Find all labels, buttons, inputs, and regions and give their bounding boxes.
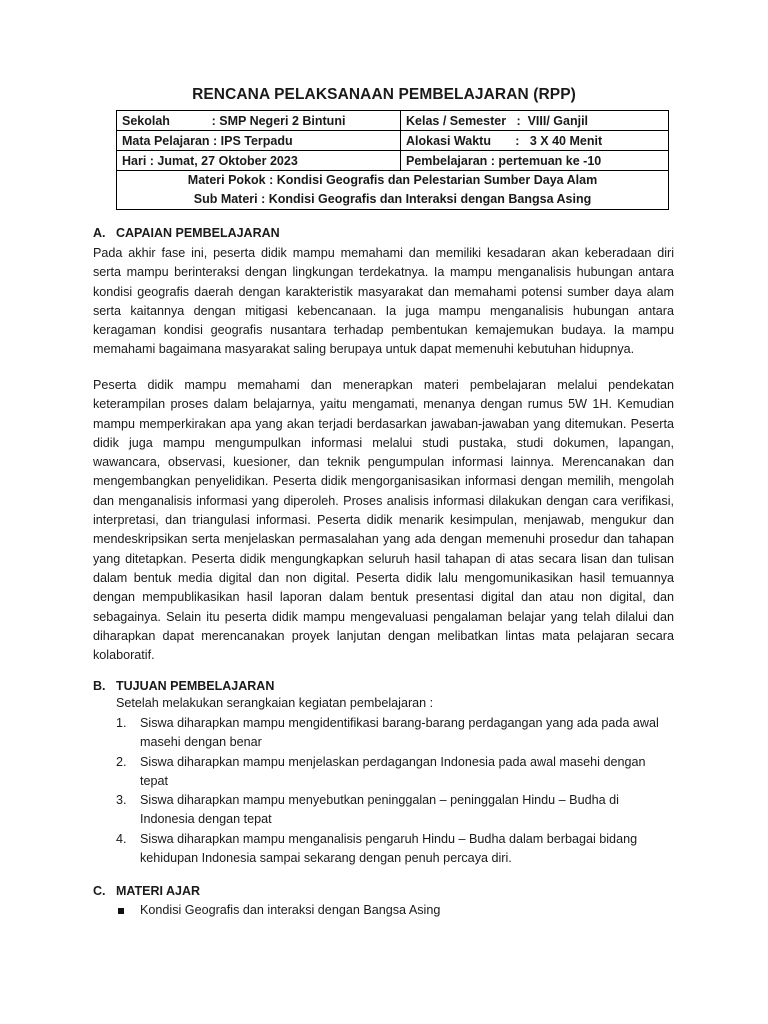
section-letter: A.	[93, 226, 106, 240]
square-bullet-icon	[118, 908, 124, 914]
info-row	[117, 131, 669, 151]
class-semester-text: Kelas / Semester : VIII/ Ganjil	[406, 113, 589, 128]
section-a-heading	[93, 226, 280, 240]
time-allocation-cell	[401, 131, 669, 151]
item-text: Kondisi Geografis dan interaksi dengan Bangsa Asing	[140, 903, 441, 917]
section-title: TUJUAN PEMBELAJARAN	[116, 679, 275, 693]
tujuan-list	[116, 714, 676, 868]
item-number: 4.	[116, 831, 127, 846]
item-number: 2.	[116, 754, 127, 769]
date-cell	[117, 151, 401, 171]
list-item	[116, 903, 440, 917]
document-title: RENCANA PELAKSANAAN PEMBELAJARAN (RPP)	[192, 86, 576, 103]
list-item	[116, 830, 676, 869]
info-table	[116, 110, 669, 210]
info-row	[117, 171, 669, 210]
meeting-text: Pembelajaran : pertemuan ke -10	[406, 153, 602, 168]
time-allocation-text: Alokasi Waktu : 3 X 40 Menit	[406, 133, 603, 148]
section-title: CAPAIAN PEMBELAJARAN	[116, 226, 280, 240]
materi-pokok: Materi Pokok : Kondisi Geografis dan Pelestarian Sumber Daya Alam	[187, 173, 598, 187]
school-text: Sekolah : SMP Negeri 2 Bintuni	[122, 113, 346, 128]
meeting-cell	[401, 151, 669, 171]
capaian-paragraph-1: Pada akhir fase ini, peserta didik mampu memahami dan memiliki kesadaran akan keberadaan diri serta mampu berinteraksi dengan lingkungan terdekatnya. Ia mampu menganalisis hubungan antara kondisi geografis daerah dengan karakteristik masyarakat dan memahami potensi sumber daya alam serta kaitannya dengan mitigasi kebencanaan. Ia juga mampu menganalisis hubungan antara keragaman kondisi geografis nusantara terhadap pembentukan kemajemukan budaya. Ia mampu memahami bagaimana masyarakat saling berupaya untuk dapat memenuhi kebutuhan hidupnya.	[93, 246, 674, 357]
item-text: Siswa diharapkan mampu menyebutkan peninggalan – peninggalan Hindu – Budha di Indonesia dengan tepat	[140, 793, 619, 827]
section-letter: C.	[93, 884, 106, 898]
info-row	[117, 111, 669, 131]
date-text: Hari : Jumat, 27 Oktober 2023	[122, 153, 298, 168]
list-item	[116, 714, 676, 753]
materi-list	[116, 903, 440, 917]
tujuan-intro: Setelah melakukan serangkaian kegiatan pembelajaran :	[116, 696, 434, 710]
item-number: 1.	[116, 716, 127, 730]
materi-cell	[117, 171, 669, 210]
capaian-paragraph-2: Peserta didik mampu memahami dan menerapkan materi pembelajaran melalui pendekatan keterampilan proses dalam belajarnya, yaitu mengamati, menanya dengan rumus 5W 1H. Kemudian mampu memperkirakan apa yang akan terjadi berdasarkan jawaban-jawaban yang ditemukan. Peserta didik juga mampu mengumpulkan informasi melalui studi pustaka, studi dokumen, lapangan, wawancara, observasi, kuesioner, dan teknik pengumpulan informasi lainnya. Merencanakan dan mengembangkan penyelidikan. Peserta didik mengorganisasikan informasi dengan memilih, mengolah dan menganalisis informasi yang diperoleh. Proses analisis informasi dilakukan dengan cara verifikasi, interpretasi, dan triangulasi informasi. Peserta didik menarik kesimpulan, menjawab, mengukur dan mendeskripsikan serta menjelaskan permasalahan yang ada dengan memenuhi prosedur dan tahapan yang ditetapkan. Peserta didik mengungkapkan seluruh hasil tahapan di atas secara lisan dan tulisan dalam bentuk media digital dan non digital. Peserta didik lalu mengomunikasikan hasil temuannya dengan mempublikasikan hasil laporan dalam bentuk presentasi digital dan atau non digital, dan sebagainya. Selain itu peserta didik mampu mengevaluasi pengalaman belajar yang telah dilalui dan diharapkan dapat merencanakan proyek lanjutan dengan melibatkan lintas mata pelajaran secara kolaboratif.	[93, 378, 674, 663]
item-number: 3.	[116, 793, 127, 808]
item-text: Siswa diharapkan mampu mengidentifikasi barang-barang perdagangan yang ada pada awal masehi dengan benar	[140, 716, 659, 750]
item-text: Siswa diharapkan mampu menganalisis pengaruh Hindu – Budha dalam berbagai bidang kehidupan Indonesia sampai sekarang dengan penuh percaya diri.	[140, 831, 638, 866]
section-letter: B.	[93, 679, 106, 693]
sub-materi: Sub Materi : Kondisi Geografis dan Interaksi dengan Bangsa Asing	[193, 192, 592, 206]
item-text: Siswa diharapkan mampu menjelaskan perdagangan Indonesia pada awal masehi dengan tepat	[140, 754, 646, 788]
section-b-heading	[93, 679, 274, 693]
school-cell	[117, 111, 401, 131]
info-row	[117, 151, 669, 171]
section-title: MATERI AJAR	[116, 884, 201, 898]
list-item	[116, 753, 676, 792]
subject-text: Mata Pelajaran : IPS Terpadu	[122, 133, 293, 148]
section-c-heading	[93, 884, 200, 898]
class-semester-cell	[401, 111, 669, 131]
subject-cell	[117, 131, 401, 151]
list-item	[116, 791, 676, 830]
